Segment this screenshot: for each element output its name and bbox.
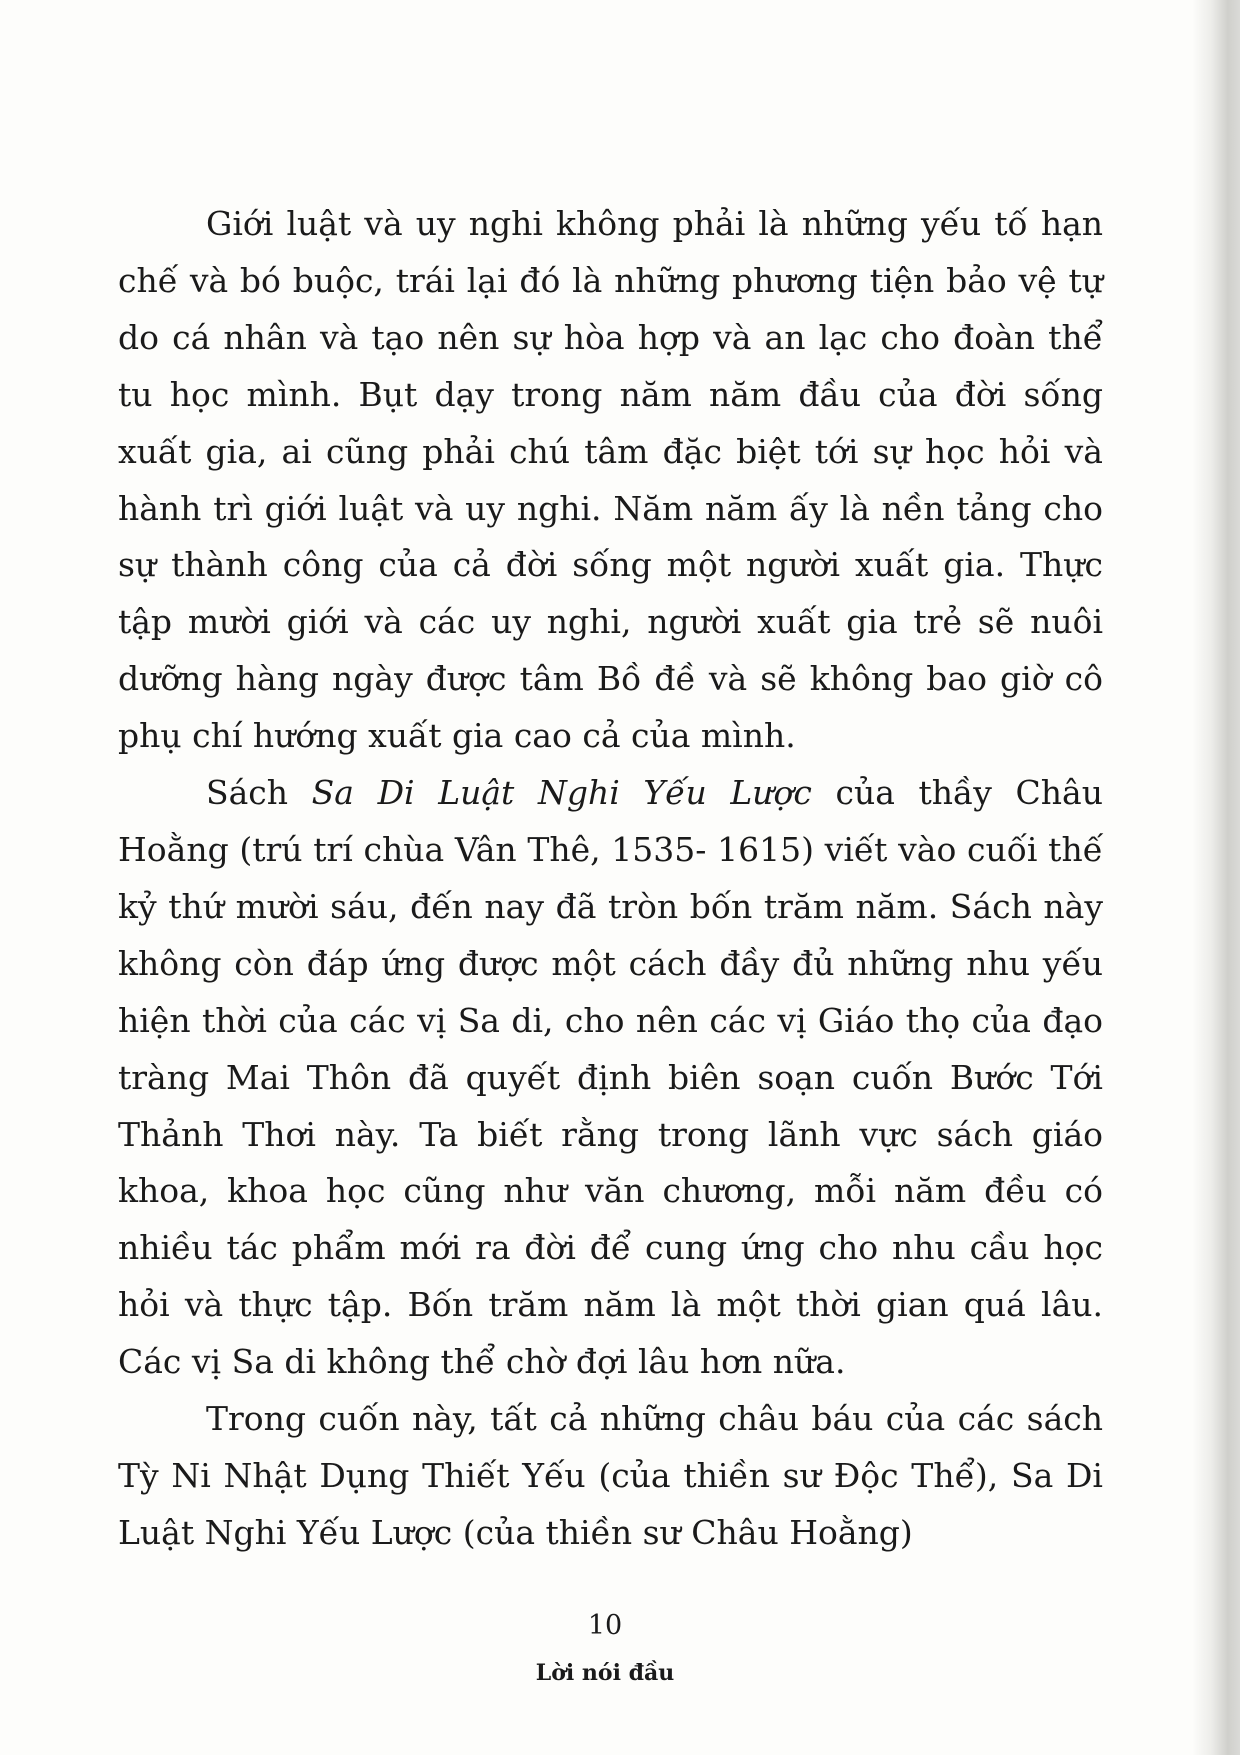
- paragraph-2: [118, 765, 1103, 1391]
- paragraph-2-rest: của thầy Châu Hoằng (trú trí chùa Vân Thê, 1535- 1615) viết vào cuối thế kỷ thứ mười sáu, đến nay đã tròn bốn trăm năm. Sách này không còn đáp ứng được một cách đầy đủ những nhu yếu hiện thời của các vị Sa di, cho nên các vị Giáo thọ của đạo tràng Mai Thôn đã quyết định biên soạn cuốn Bước Tới Thảnh Thơi này. Ta biết rằng trong lãnh vực sách giáo khoa, khoa học cũng như văn chương, mỗi năm đều có nhiều tác phẩm mới ra đời để cung ứng cho nhu cầu học hỏi và thực tập. Bốn trăm năm là một thời gian quá lâu. Các vị Sa di không thể chờ đợi lâu hơn nữa.: [118, 773, 1103, 1382]
- book-title-italic: Sa Di Luật Nghi Yếu Lược: [311, 773, 812, 813]
- section-title: Lời nói đầu: [535, 1660, 675, 1686]
- page-number: 10: [587, 1610, 623, 1641]
- paragraph-1: Giới luật và uy nghi không phải là những yếu tố hạn chế và bó buộc, trái lại đó là những phương tiện bảo vệ tự do cá nhân và tạo nên sự hòa hợp và an lạc cho đoàn thể tu học mình. Bụt dạy trong năm năm đầu của đời sống xuất gia, ai cũng phải chú tâm đặc biệt tới sự học hỏi và hành trì giới luật và uy nghi. Năm năm ấy là nền tảng cho sự thành công của cả đời sống một người xuất gia. Thực tập mười giới và các uy nghi, người xuất gia trẻ sẽ nuôi dưỡng hàng ngày được tâm Bồ đề và sẽ không bao giờ cô phụ chí hướng xuất gia cao cả của mình.: [118, 204, 1103, 756]
- spine-shadow: [1192, 0, 1240, 1755]
- body-text: [118, 196, 1103, 1562]
- paragraph-3: Trong cuốn này, tất cả những châu báu của các sách Tỳ Ni Nhật Dụng Thiết Yếu (của thiền sư Độc Thể), Sa Di Luật Nghi Yếu Lược (của thiền sư Châu Hoằng): [118, 1399, 1103, 1552]
- paragraph-2-lead: Sách: [206, 773, 312, 813]
